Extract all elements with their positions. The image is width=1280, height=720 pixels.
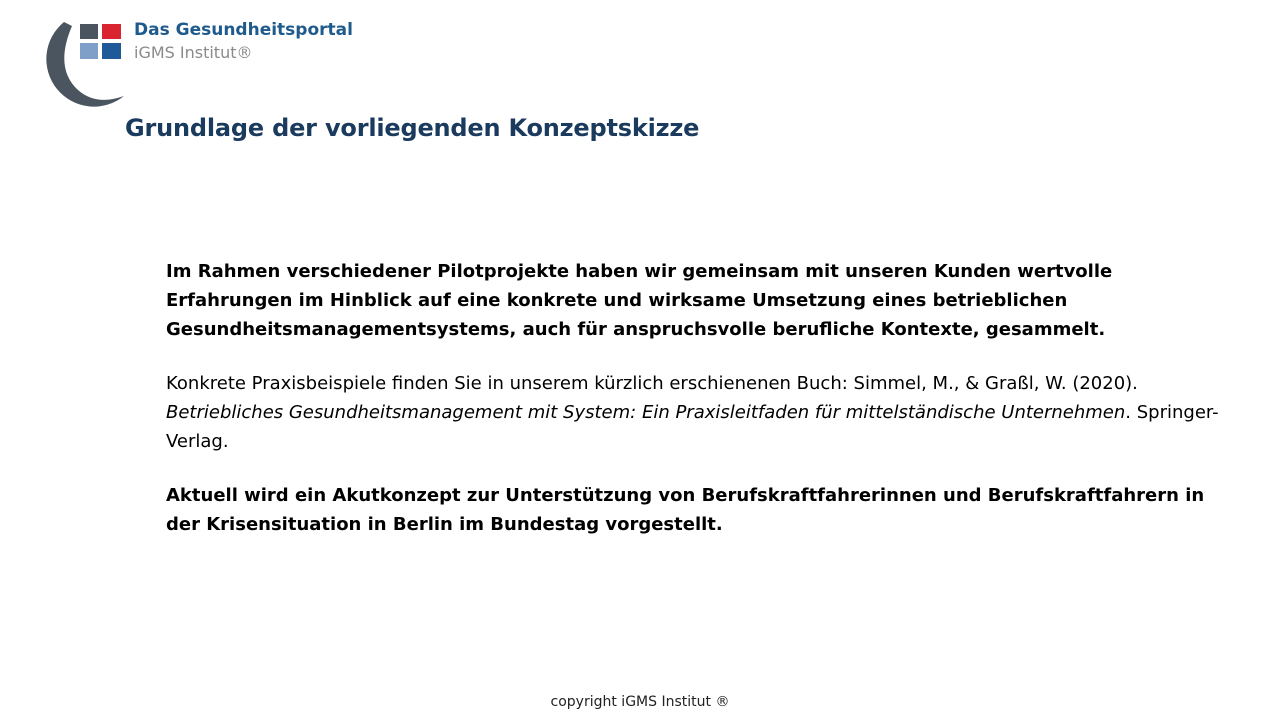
copyright-footer: copyright iGMS Institut ® (550, 694, 730, 710)
main-content (166, 257, 1226, 564)
brand-subtitle: iGMS Institut® (134, 43, 253, 62)
book-publisher: . Springer-Verlag. (166, 402, 1219, 452)
book-intro: Konkrete Praxisbeispiele finden Sie in unserem kürzlich erschienenen Buch: Simmel, M., & Graßl, W. (2020). (166, 373, 1138, 394)
paragraph-acute-concept: Aktuell wird ein Akutkonzept zur Unterstützung von Berufskraftfahrerinnen und Berufskraftfahrern in der Krisensituation in Berlin im Bundestag vorgestellt. (166, 485, 1205, 535)
paragraph-pilot-projects: Im Rahmen verschiedener Pilotprojekte haben wir gemeinsam mit unseren Kunden wertvolle Erfahrungen im Hinblick auf eine konkrete und wirksame Umsetzung eines betrieblichen Gesundheitsmanagementsystems, auch für anspruchsvolle berufliche Kontexte, gesammelt. (166, 261, 1113, 340)
brand-name: Das Gesundheitsportal (134, 20, 353, 40)
paragraph-book-reference (166, 369, 1226, 456)
igms-logo-icon (14, 18, 134, 114)
page-title: Grundlage der vorliegenden Konzeptskizze (125, 114, 700, 142)
book-title: Betriebliches Gesundheitsmanagement mit System: Ein Praxisleitfaden für mittelständische Unternehmen (166, 402, 1126, 423)
